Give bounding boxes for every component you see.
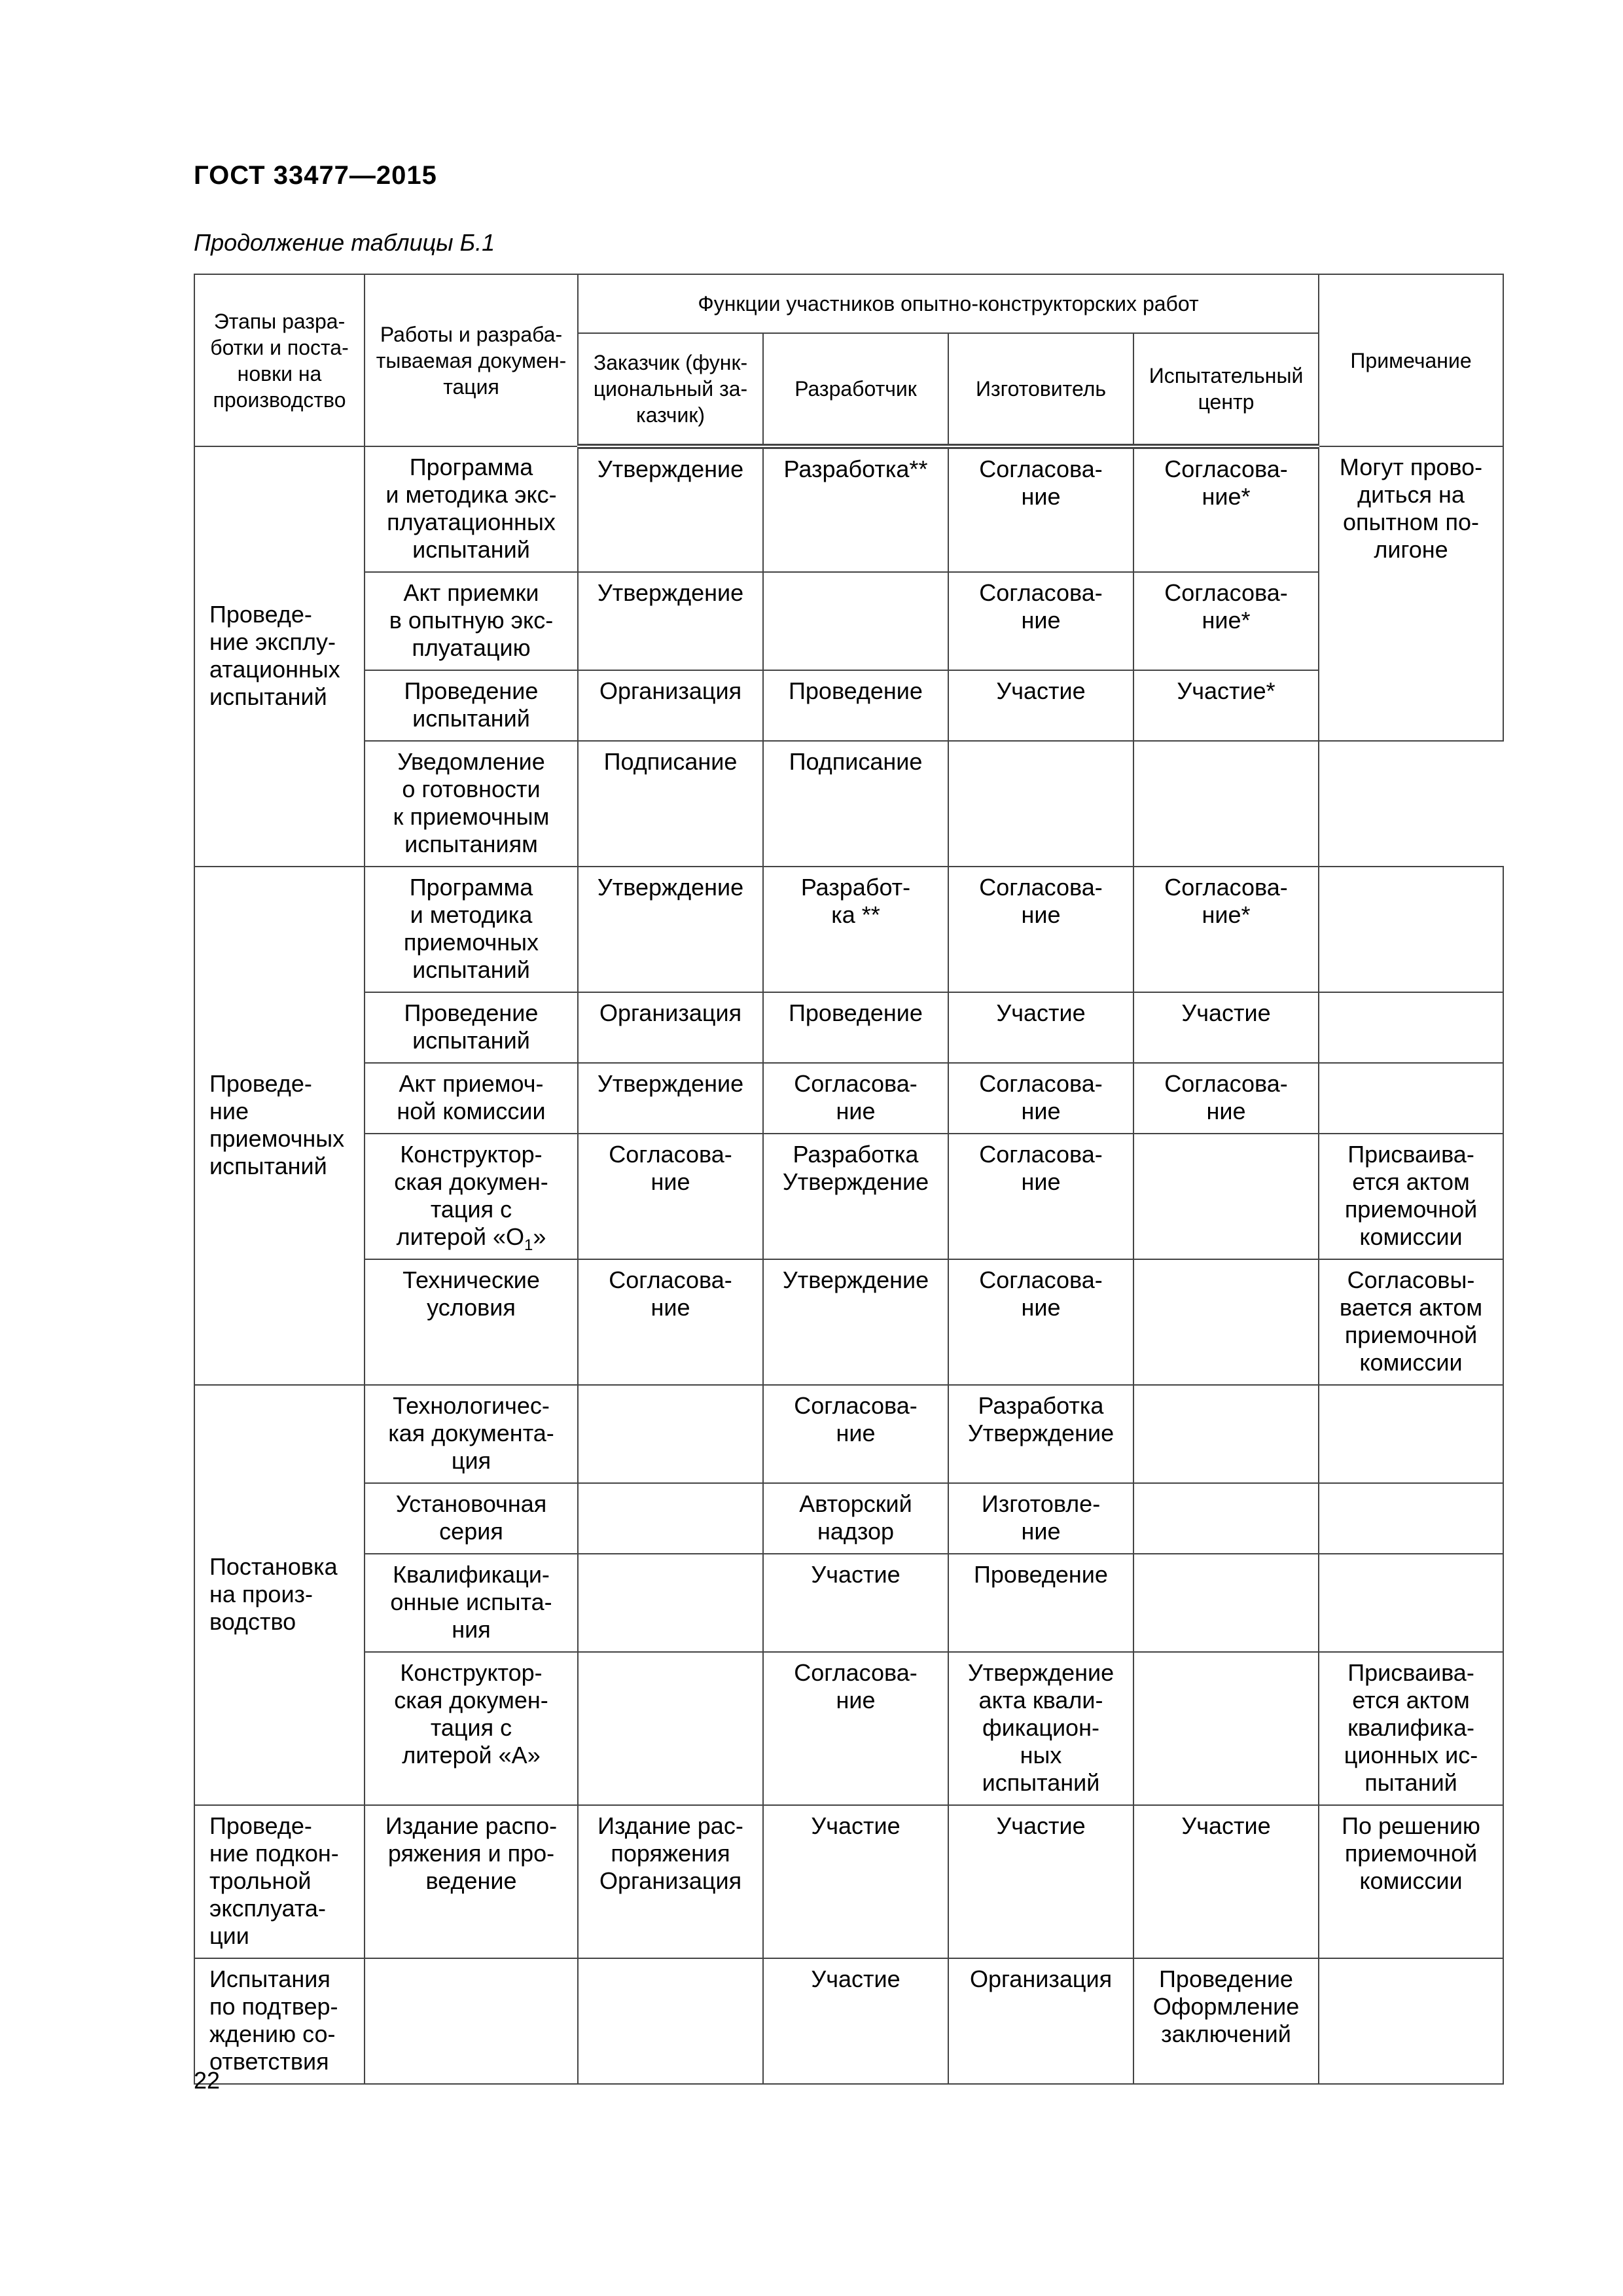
table-header-row: [194, 274, 1503, 333]
header-functions: Функции участников опытно-конструкторских работ: [578, 274, 1319, 333]
manufacturer-cell: Согласова- ние: [948, 867, 1133, 992]
table-row: [194, 1652, 1503, 1805]
developer-cell: Согласова- ние: [763, 1385, 948, 1483]
header-customer: Заказчик (функ- циональный за- казчик): [578, 333, 763, 446]
note-cell: Присваива- ется актом квалифика- ционных ис- пытаний: [1319, 1652, 1503, 1805]
customer-cell: [578, 1554, 763, 1652]
document-title: ГОСТ 33477—2015: [194, 161, 437, 190]
table-row: [194, 1259, 1503, 1385]
work-literal-end: »: [533, 1223, 546, 1250]
customer-cell: Согласова- ние: [578, 1259, 763, 1385]
customer-cell: Организация: [578, 670, 763, 741]
table-row: [194, 992, 1503, 1063]
work-cell: Уведомление о готовности к приемочным испытаниям: [365, 741, 578, 867]
developer-cell: Согласова- ние: [763, 1652, 948, 1805]
manufacturer-cell: Проведение: [948, 1554, 1133, 1652]
work-cell: Акт приемоч- ной комиссии: [365, 1063, 578, 1134]
note-cell: Согласовы- вается актом приемочной комиссии: [1319, 1259, 1503, 1385]
test-center-cell: Участие*: [1133, 670, 1319, 741]
stage-cell: Испытания по подтвер- ждению со- ответствия: [194, 1958, 365, 2084]
developer-cell: Разработ- ка **: [763, 867, 948, 992]
manufacturer-cell: [948, 741, 1133, 867]
test-center-cell: Согласова- ние: [1133, 1063, 1319, 1134]
customer-cell: [578, 1385, 763, 1483]
manufacturer-cell: Разработка Утверждение: [948, 1385, 1133, 1483]
table-row: [194, 867, 1503, 992]
work-literal-subscript: 1: [524, 1236, 533, 1255]
note-cell: Могут прово- диться на опытном по- лигоне: [1319, 446, 1503, 741]
note-cell: [1319, 867, 1503, 992]
manufacturer-cell: Согласова- ние: [948, 1259, 1133, 1385]
developer-cell: Разработка**: [763, 446, 948, 572]
note-cell: [1319, 1958, 1503, 2084]
customer-cell: Организация: [578, 992, 763, 1063]
page-number: 22: [194, 2067, 221, 2094]
test-center-cell: [1133, 1652, 1319, 1805]
table-row: [194, 572, 1503, 670]
manufacturer-cell: Согласова- ние: [948, 1063, 1133, 1134]
note-cell: [1319, 1483, 1503, 1554]
stage-cell: Проведе- ние эксплу- атационных испытаний: [194, 446, 365, 867]
developer-cell: Участие: [763, 1805, 948, 1958]
stage-cell: Постановка на произ- водство: [194, 1385, 365, 1805]
note-cell: По решению приемочной комиссии: [1319, 1805, 1503, 1958]
test-center-cell: Проведение Оформление заключений: [1133, 1958, 1319, 2084]
work-literal: литерой «О: [396, 1223, 524, 1250]
table-continuation-caption: Продолжение таблицы Б.1: [194, 229, 495, 256]
work-lines: Конструктор- ская докумен- тация с: [394, 1141, 548, 1223]
work-cell: Акт приемки в опытную экс- плуатацию: [365, 572, 578, 670]
work-cell: Технические условия: [365, 1259, 578, 1385]
test-center-cell: [1133, 1483, 1319, 1554]
header-note: Примечание: [1319, 274, 1503, 446]
customer-cell: [578, 1958, 763, 2084]
test-center-cell: [1133, 1385, 1319, 1483]
note-cell: [1319, 992, 1503, 1063]
customer-cell: Подписание: [578, 741, 763, 867]
note-cell: [1319, 1063, 1503, 1134]
header-developer: Разработчик: [763, 333, 948, 446]
table-row: [194, 1805, 1503, 1958]
customer-cell: [578, 1652, 763, 1805]
table-row: [194, 1134, 1503, 1259]
developer-cell: [763, 572, 948, 670]
manufacturer-cell: Изготовле- ние: [948, 1483, 1133, 1554]
table-row: [194, 1063, 1503, 1134]
developer-cell: Подписание: [763, 741, 948, 867]
developer-cell: Согласова- ние: [763, 1063, 948, 1134]
manufacturer-cell: Участие: [948, 992, 1133, 1063]
table-row: [194, 670, 1503, 741]
customer-cell: Утверждение: [578, 446, 763, 572]
manufacturer-cell: Участие: [948, 670, 1133, 741]
work-cell: [365, 1958, 578, 2084]
test-center-cell: Согласова- ние*: [1133, 867, 1319, 992]
manufacturer-cell: Утверждение акта квали- фикацион- ных испытаний: [948, 1652, 1133, 1805]
note-cell: [1319, 1554, 1503, 1652]
note-cell: [1319, 1385, 1503, 1483]
header-stages: Этапы разра- ботки и поста- новки на производство: [194, 274, 365, 446]
participants-functions-table: [194, 274, 1504, 2085]
developer-cell: Участие: [763, 1554, 948, 1652]
customer-cell: Издание рас- поряжения Организация: [578, 1805, 763, 1958]
customer-cell: Утверждение: [578, 572, 763, 670]
work-cell: Технологичес- кая документа- ция: [365, 1385, 578, 1483]
table-row: [194, 1554, 1503, 1652]
table-row: [194, 1385, 1503, 1483]
table-row: [194, 1483, 1503, 1554]
test-center-cell: [1133, 1134, 1319, 1259]
work-cell: Установочная серия: [365, 1483, 578, 1554]
work-cell: Квалификаци- онные испыта- ния: [365, 1554, 578, 1652]
header-test-center: Испытательный центр: [1133, 333, 1319, 446]
test-center-cell: [1133, 741, 1319, 867]
header-works: Работы и разраба- тываемая докумен- тация: [365, 274, 578, 446]
work-cell: Проведение испытаний: [365, 992, 578, 1063]
customer-cell: Согласова- ние: [578, 1134, 763, 1259]
table-row: [194, 1958, 1503, 2084]
stage-cell: Проведе- ние подкон- трольной эксплуата- ции: [194, 1805, 365, 1958]
test-center-cell: [1133, 1554, 1319, 1652]
manufacturer-cell: Согласова- ние: [948, 1134, 1133, 1259]
stage-cell: Проведе- ние приемочных испытаний: [194, 867, 365, 1385]
customer-cell: Утверждение: [578, 1063, 763, 1134]
table-row: [194, 446, 1503, 572]
test-center-cell: [1133, 1259, 1319, 1385]
manufacturer-cell: Участие: [948, 1805, 1133, 1958]
developer-cell: Авторский надзор: [763, 1483, 948, 1554]
developer-cell: Утверждение: [763, 1259, 948, 1385]
customer-cell: [578, 1483, 763, 1554]
work-cell: Программа и методика приемочных испытаний: [365, 867, 578, 992]
test-center-cell: Участие: [1133, 1805, 1319, 1958]
manufacturer-cell: Согласова- ние: [948, 446, 1133, 572]
test-center-cell: Согласова- ние*: [1133, 446, 1319, 572]
developer-cell: Участие: [763, 1958, 948, 2084]
header-manufacturer: Изготовитель: [948, 333, 1133, 446]
test-center-cell: Согласова- ние*: [1133, 572, 1319, 670]
developer-cell: Разработка Утверждение: [763, 1134, 948, 1259]
work-cell: [365, 1134, 578, 1259]
developer-cell: Проведение: [763, 670, 948, 741]
manufacturer-cell: Согласова- ние: [948, 572, 1133, 670]
customer-cell: Утверждение: [578, 867, 763, 992]
work-cell: Издание распо- ряжения и про- ведение: [365, 1805, 578, 1958]
manufacturer-cell: Организация: [948, 1958, 1133, 2084]
note-cell: Присваива- ется актом приемочной комиссии: [1319, 1134, 1503, 1259]
work-cell: Проведение испытаний: [365, 670, 578, 741]
test-center-cell: Участие: [1133, 992, 1319, 1063]
work-cell: Программа и методика экс- плуатационных испытаний: [365, 446, 578, 572]
developer-cell: Проведение: [763, 992, 948, 1063]
work-cell: Конструктор- ская докумен- тация с литерой «А»: [365, 1652, 578, 1805]
table-row: [194, 741, 1503, 867]
